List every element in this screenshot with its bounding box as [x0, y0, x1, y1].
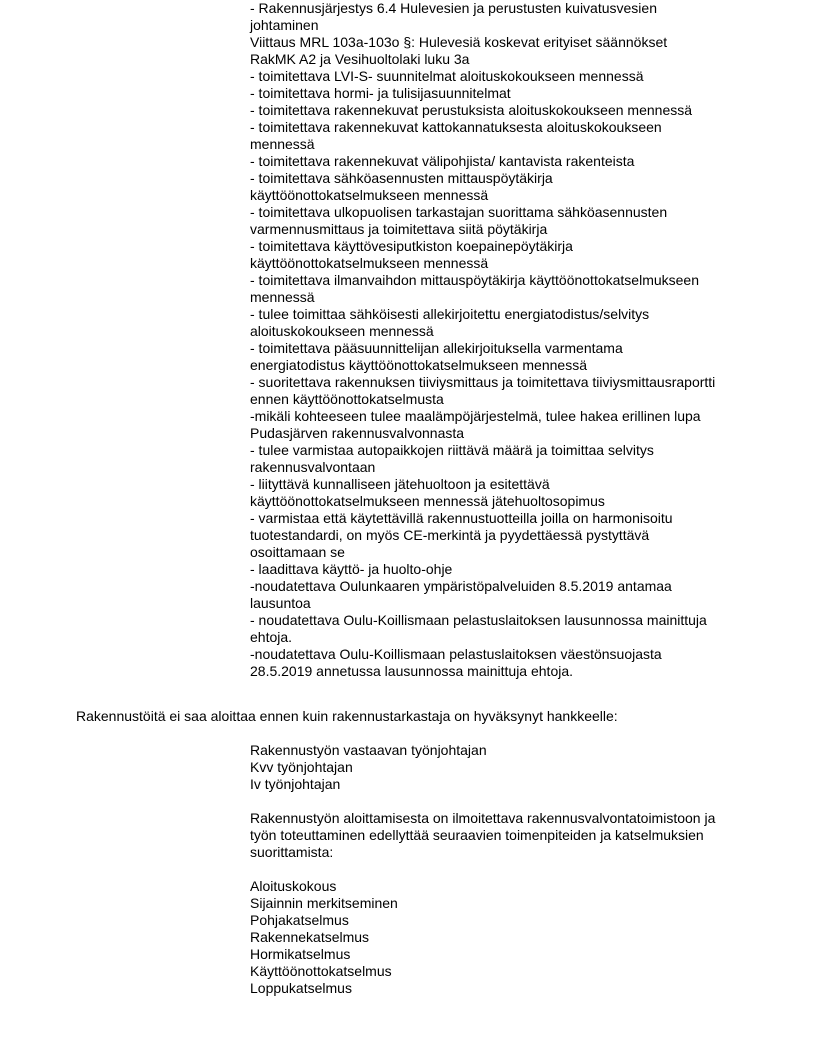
condition-line: - toimitettava käyttövesiputkiston koepainepöytäkirja: [250, 238, 573, 254]
inspection-item: Sijainnin merkitseminen: [250, 895, 398, 911]
condition-line: aloituskokoukseen mennessä: [250, 323, 434, 339]
condition-line: - toimitettava rakennekuvat välipohjista/ kantavista rakenteista: [250, 153, 635, 169]
condition-line: - tulee toimittaa sähköisesti allekirjoitettu energiatodistus/selvitys: [250, 306, 650, 322]
notice-line: suorittamista:: [250, 844, 334, 860]
condition-line: osoittamaan se: [250, 544, 345, 560]
condition-line: - toimitettava ilmanvaihdon mittauspöytäkirja käyttöönottokatselmukseen: [250, 272, 699, 288]
inspection-item: Loppukatselmus: [250, 980, 352, 996]
condition-line: - toimitettava hormi- ja tulisijasuunnitelmat: [250, 85, 511, 101]
condition-line: - Rakennusjärjestys 6.4 Hulevesien ja perustusten kuivatusvesien: [250, 0, 657, 16]
condition-line: käyttöönottokatselmukseen mennessä: [250, 255, 489, 271]
condition-line: käyttöönottokatselmukseen mennessä jätehuoltosopimus: [250, 493, 605, 509]
condition-line: Pudasjärven rakennusvalvonnasta: [250, 425, 465, 441]
condition-line: varmennusmittaus ja toimitettava siitä pöytäkirja: [250, 221, 548, 237]
condition-line: - tulee varmistaa autopaikkojen riittävä määrä ja toimittaa selvitys: [250, 442, 654, 458]
condition-line: mennessä: [250, 136, 315, 152]
notice-line: työn toteuttaminen edellyttää seuraavien toimenpiteiden ja katselmuksien: [250, 827, 704, 843]
inspection-item: Käyttöönottokatselmus: [250, 963, 392, 979]
supervisor-item: Rakennustyön vastaavan työnjohtajan: [250, 742, 487, 758]
inspection-item: Hormikatselmus: [250, 946, 351, 962]
condition-line: - liityttävä kunnalliseen jätehuoltoon ja esitettävä: [250, 476, 550, 492]
condition-line: Viittaus MRL 103a-103o §: Hulevesiä koskevat erityiset säännökset: [250, 34, 668, 50]
condition-line: ehtoja.: [250, 629, 293, 645]
condition-line: -noudatettava Oulu-Koillismaan pelastuslaitoksen väestönsuojasta: [250, 646, 662, 662]
approval-intro: Rakennustöitä ei saa aloittaa ennen kuin rakennustarkastaja on hyväksynyt hankkeelle:: [76, 708, 618, 724]
condition-line: lausuntoa: [250, 595, 311, 611]
inspection-item: Rakennekatselmus: [250, 929, 370, 945]
condition-line: - noudatettava Oulu-Koillismaan pelastuslaitoksen lausunnossa mainittuja: [250, 612, 707, 628]
condition-line: -mikäli kohteeseen tulee maalämpöjärjestelmä, tulee hakea erillinen lupa: [250, 408, 701, 424]
condition-line: - toimitettava rakennekuvat perustuksista aloituskokoukseen mennessä: [250, 102, 693, 118]
condition-line: - toimitettava ulkopuolisen tarkastajan suorittama sähköasennusten: [250, 204, 668, 220]
condition-line: mennessä: [250, 289, 315, 305]
condition-line: - toimitettava sähköasennusten mittauspöytäkirja: [250, 170, 553, 186]
condition-line: - varmistaa että käytettävillä rakennustuotteilla joilla on harmonisoitu: [250, 510, 673, 526]
inspection-item: Aloituskokous: [250, 878, 337, 894]
condition-line: - toimitettava LVI-S- suunnitelmat aloituskokoukseen mennessä: [250, 68, 644, 84]
condition-line: - suoritettava rakennuksen tiiviysmittaus ja toimitettava tiiviysmittausraportti: [250, 374, 716, 390]
inspection-item: Pohjakatselmus: [250, 912, 349, 928]
supervisor-item: Iv työnjohtajan: [250, 776, 341, 792]
condition-line: johtaminen: [250, 17, 319, 33]
notice-line: Rakennustyön aloittamisesta on ilmoitettava rakennusvalvontatoimistoon ja: [250, 810, 716, 826]
condition-line: tuotestandardi, on myös CE-merkintä ja pyydettäessä pystyttävä: [250, 527, 650, 543]
supervisor-item: Kvv työnjohtajan: [250, 759, 353, 775]
condition-line: käyttöönottokatselmukseen mennessä: [250, 187, 489, 203]
condition-line: ennen käyttöönottokatselmusta: [250, 391, 444, 407]
condition-line: RakMK A2 ja Vesihuoltolaki luku 3a: [250, 51, 470, 67]
condition-line: rakennusvalvontaan: [250, 459, 376, 475]
condition-line: - toimitettava pääsuunnittelijan allekirjoituksella varmentama: [250, 340, 623, 356]
condition-line: -noudatettava Oulunkaaren ympäristöpalveluiden 8.5.2019 antamaa: [250, 578, 672, 594]
condition-line: - toimitettava rakennekuvat kattokannatuksesta aloituskokoukseen: [250, 119, 662, 135]
condition-line: 28.5.2019 annetussa lausunnossa mainittuja ehtoja.: [250, 663, 574, 679]
condition-line: energiatodistus käyttöönottokatselmukseen mennessä: [250, 357, 587, 373]
condition-line: - laadittava käyttö- ja huolto-ohje: [250, 561, 453, 577]
